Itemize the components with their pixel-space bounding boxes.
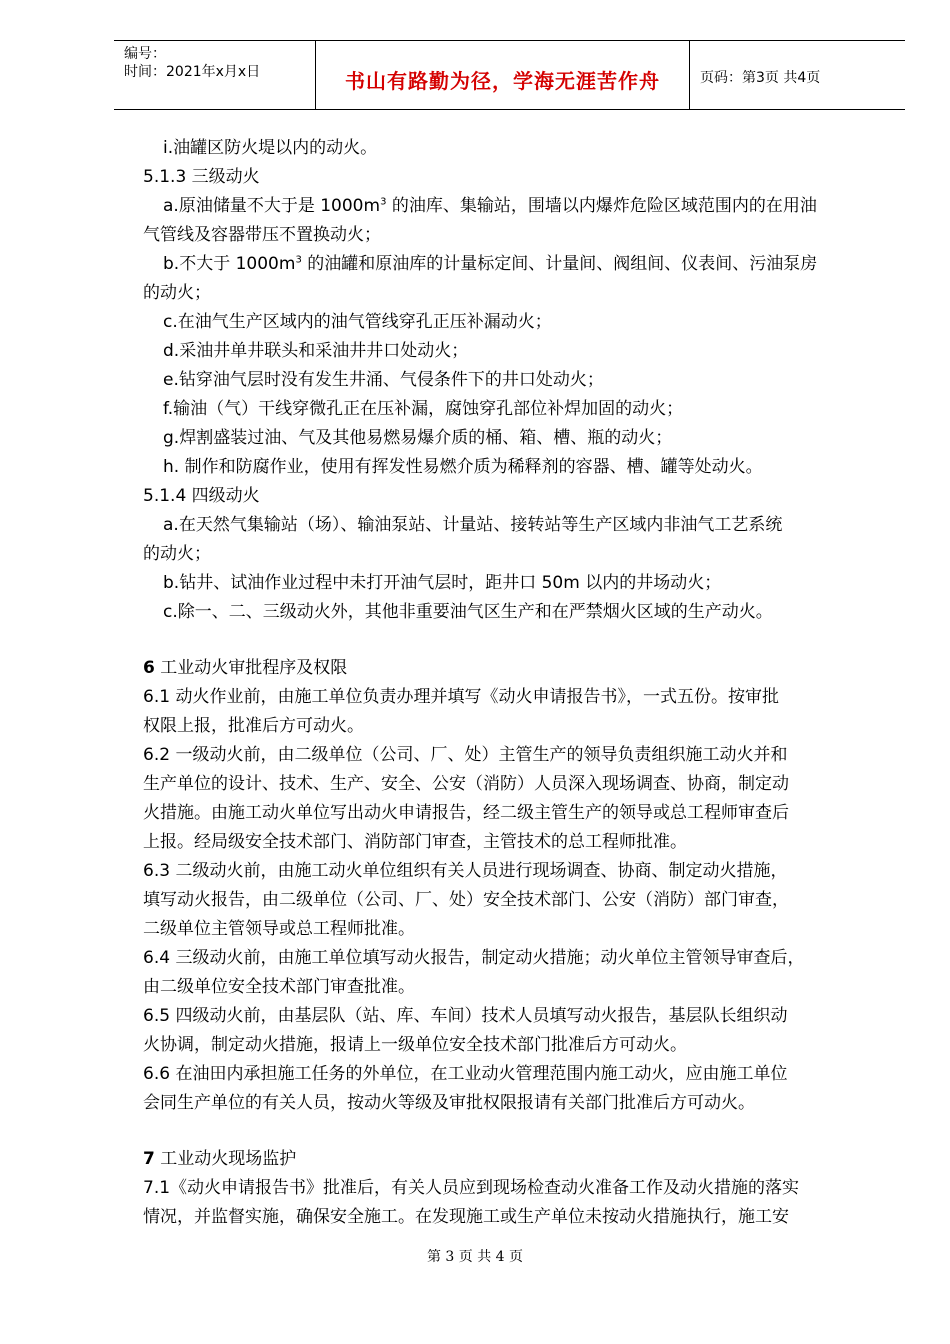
text-line: [143, 683, 883, 712]
superscript: 3: [295, 254, 302, 266]
line-text: 火协调，制定动火措施，报请上一级单位安全技术部门批准后方可动火。: [143, 1035, 687, 1055]
line-text: 工业动火审批程序及权限: [154, 658, 348, 678]
line-text: i.油罐区防火堤以内的动火。: [163, 138, 378, 158]
text-line: [143, 799, 883, 828]
line-text: a.在天然气集输站（场）、输油泵站、计量站、接转站等生产区域内非油气工艺系统: [163, 515, 783, 535]
text-line: [143, 511, 883, 540]
line-text: 情况，并监督实施，确保安全施工。在发现施工或生产单位未按动火措施执行，施工安: [143, 1207, 789, 1227]
line-text: 的动火；: [143, 544, 211, 564]
line-text: 5.1.3 三级动火: [143, 167, 260, 187]
line-text: f.输油（气）干线穿微孔正在压补漏，腐蚀穿孔部位补焊加固的动火；: [163, 399, 684, 419]
text-line: [143, 540, 883, 569]
line-text: 6.2 一级动火前，由二级单位（公司、厂、处）主管生产的领导负责组织施工动火并和: [143, 745, 788, 765]
superscript: 3: [380, 196, 387, 208]
text-line: [143, 1174, 883, 1203]
text-line: [143, 221, 883, 250]
document-number-label: 编号：: [124, 46, 166, 62]
text-line: [143, 770, 883, 799]
text-line: [143, 395, 883, 424]
text-line: [143, 973, 883, 1002]
text-line: [143, 886, 883, 915]
line-text: b.钻井、试油作业过程中未打开油气层时，距井口 50m 以内的井场动火；: [163, 573, 722, 593]
line-text: 上报。经局级安全技术部门、消防部门审查，主管技术的总工程师批准。: [143, 832, 687, 852]
header-meta-cell: [114, 41, 316, 109]
text-line: [143, 741, 883, 770]
text-line: [143, 598, 883, 627]
text-line: [143, 1203, 883, 1232]
line-text: 会同生产单位的有关人员，按动火等级及审批权限报请有关部门批准后方可动火。: [143, 1093, 755, 1113]
header-page-info: 页码：第3页 共4页: [700, 70, 821, 86]
text-line: [143, 366, 883, 395]
line-text: g.焊割盛装过油、气及其他易燃易爆介质的桶、箱、槽、瓶的动火；: [163, 428, 673, 448]
text-line: [143, 1089, 883, 1118]
line-text: 由二级单位安全技术部门审查批准。: [143, 977, 415, 997]
text-line: [143, 1002, 883, 1031]
paragraph-gap: [143, 1118, 883, 1145]
line-text: 6.6 在油田内承担施工任务的外单位，在工业动火管理范围内施工动火，应由施工单位: [143, 1064, 788, 1084]
line-text: 5.1.4 四级动火: [143, 486, 260, 506]
section-number: 7: [143, 1149, 155, 1169]
text-line: [143, 424, 883, 453]
text-line: [143, 453, 883, 482]
text-line: [143, 192, 883, 221]
line-text: a.原油储量不大于是 1000m: [163, 196, 381, 216]
line-text-continued: 的油罐和原油库的计量标定间、计量间、阀组间、仪表间、污油泵房: [301, 254, 818, 274]
section-number: 6: [143, 658, 155, 678]
document-body: [143, 134, 883, 1232]
text-line: [143, 944, 883, 973]
line-text: e.钻穿油气层时没有发生井涌、气侵条件下的井口处动火；: [163, 370, 604, 390]
line-text: b.不大于 1000m: [163, 254, 296, 274]
text-line: [143, 915, 883, 944]
document-time-label: 时间：2021年x月x日: [124, 64, 261, 80]
text-line: [143, 1031, 883, 1060]
line-text: 生产单位的设计、技术、生产、安全、公安（消防）人员深入现场调查、协商，制定动: [143, 774, 789, 794]
text-line: [143, 857, 883, 886]
header-motto: 书山有路勤为径，学海无涯苦作舟: [345, 69, 660, 93]
line-text: 工业动火现场监护: [154, 1149, 297, 1169]
text-line: [143, 134, 883, 163]
line-text: 6.4 三级动火前，由施工单位填写动火报告，制定动火措施；动火单位主管领导审查后，: [143, 948, 805, 968]
line-text: 填写动火报告，由二级单位（公司、厂、处）安全技术部门、公安（消防）部门审查，: [143, 890, 789, 910]
text-line: [143, 308, 883, 337]
line-text: 6.3 二级动火前，由施工动火单位组织有关人员进行现场调查、协商、制定动火措施，: [143, 861, 788, 881]
line-text: 的动火；: [143, 283, 211, 303]
text-line: [143, 163, 883, 192]
line-text: 权限上报，批准后方可动火。: [143, 716, 364, 736]
line-text: 7.1《动火申请报告书》批准后，有关人员应到现场检查动火准备工作及动火措施的落实: [143, 1178, 800, 1198]
section-heading: [143, 654, 883, 683]
page-footer: 第 3 页 共 4 页: [426, 1249, 524, 1265]
line-text-continued: 的油库、集输站，围墙以内爆炸危险区域范围内的在用油: [386, 196, 817, 216]
line-text: d.采油井单井联头和采油井井口处动火；: [163, 341, 469, 361]
text-line: [143, 482, 883, 511]
text-line: [143, 279, 883, 308]
header-table: [114, 40, 905, 110]
line-text: h. 制作和防腐作业，使用有挥发性易燃介质为稀释剂的容器、槽、罐等处动火。: [163, 457, 763, 477]
section-heading: [143, 1145, 883, 1174]
line-text: 6.1 动火作业前，由施工单位负责办理并填写《动火申请报告书》，一式五份。按审批: [143, 687, 779, 707]
header-motto-cell: [316, 41, 690, 109]
line-text: c.除一、二、三级动火外，其他非重要油气区生产和在严禁烟火区域的生产动火。: [163, 602, 773, 622]
line-text: 气管线及容器带压不置换动火；: [143, 225, 381, 245]
text-line: [143, 712, 883, 741]
text-line: [143, 1060, 883, 1089]
text-line: [143, 569, 883, 598]
text-line: [143, 250, 883, 279]
text-line: [143, 337, 883, 366]
line-text: 6.5 四级动火前，由基层队（站、库、车间）技术人员填写动火报告，基层队长组织动: [143, 1006, 788, 1026]
paragraph-gap: [143, 627, 883, 654]
line-text: 火措施。由施工动火单位写出动火申请报告，经二级主管生产的领导或总工程师审查后: [143, 803, 789, 823]
line-text: 二级单位主管领导或总工程师批准。: [143, 919, 415, 939]
line-text: c.在油气生产区域内的油气管线穿孔正压补漏动火；: [163, 312, 552, 332]
header-page-cell: [690, 41, 905, 109]
text-line: [143, 828, 883, 857]
